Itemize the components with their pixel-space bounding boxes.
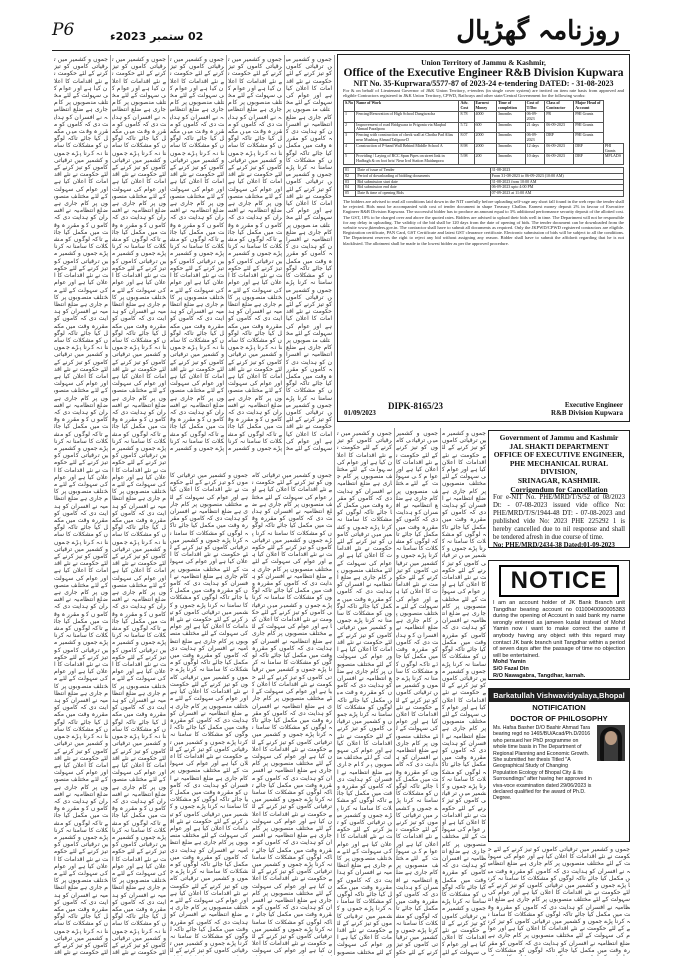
table-cell: 3months xyxy=(496,133,525,144)
notice-body: I am an account holder of JK Bank Branch unit Tangdhar bearing account no 0110040090005383 during the opening of Account in said bank my name wrongly entered as jameen kuslal instead of Mohd Yamin now i want to make correct the same if anybody having any object with this regard may contact JK bank branch unit Tangdhar within a period of seven days after the passage of time no objection will be entertained. xyxy=(493,600,625,659)
candidate-photo xyxy=(597,725,625,761)
column-divider xyxy=(110,55,111,955)
table-cell: 06-09-2023 xyxy=(525,133,545,144)
column-divider xyxy=(394,428,395,958)
tender-schedule-table xyxy=(343,167,624,197)
table-cell: 06-09-2023 xyxy=(545,154,574,165)
table-cell: 06-09-2023 xyxy=(525,112,545,123)
schedule-cell: Bid submission start date xyxy=(356,179,490,185)
schedule-cell: Bid submission end date xyxy=(356,185,490,191)
table-header-cell: S.No xyxy=(344,101,355,112)
column-divider xyxy=(168,55,169,955)
table-header-cell: Cost of T/Doc xyxy=(525,101,545,112)
table-cell: 3 xyxy=(344,133,355,144)
schedule-cell: 31-08-2023 from 10:00 AM xyxy=(490,179,623,185)
table-cell: 8.98 xyxy=(459,143,474,154)
schedule-cell: 02 xyxy=(344,173,356,179)
table-cell: 12 days xyxy=(525,143,545,154)
table-cell: 06-09-2023 xyxy=(545,143,574,154)
article-column: جموں و کشمیر میں ترقیاتی کاموں کو تیز کرنے کے لئے حکومت نے نئے اقدامات کا اعلان کیا ہے اور عوام کی سہولت کے لئے مختلف منصوبوں پر کام جاری ہے ضلع انتظامیہ نے افسران کو ہدایت دی کہ کاموں کو مقررہ وقت میں مکمل کیا جائے تاکہ لوگوں کو مشکلات کا سامنا نہ کرنا پڑے جموں و کشمیر میں ترقیاتی کاموں کو تیز کرنے کے لئے حکومت نے نئے اقدامات کا اعلان کیا ہے اور عوام کی سہولت کے لئے مختلف منصوبوں پر کام جاری ہے ضلع انتظامیہ نے افسران کو ہدایت دی کہ کاموں کو مقررہ وقت میں مکمل کیا جائے تاکہ لوگوں کو مشکلات کا سامنا نہ کرنا پڑے جموں و کشمیر میں ترقیاتی کاموں کو تیز کرنے کے لئے حکومت نے نئے اقدامات کا اعلان کیا ہے اور عوام کی سہولت کے لئے مختلف منصوبوں پر کام جاری ہے ضلع انتظامیہ نے افسران کو ہدایت دی کہ کاموں کو مقررہ وقت میں مکمل کیا جائے تاکہ لوگوں کو مشکلات کا سامنا نہ کرنا پڑے جموں و کشمیر میں ترقیاتی کاموں کو تیز کرنے کے لئے حکومت نے نئے اقدامات کا اعلان کیا ہے اور عوام کی سہولت کے لئے مختلف منصوبوں پر کام جاری ہے ضلع انتظامیہ نے افسران کو ہدایت دی کہ کاموں کو مقررہ وقت میں مکمل کیا جائے تاکہ لوگوں کو مشکلات کا سامنا نہ کرنا پڑے جموں و کشمیر میں ترقیاتی کاموں کو تیز کرنے کے لئے حکومت نے نئے اقدامات کا اعلان کیا ہے اور عوام کی سہولت کے لئے مختلف منصوبوں پر کام جاری ہے ضلع انتظامیہ نے افسران کو ہدایت دی کہ کاموں کو مقررہ وقت میں مکمل کیا جائے تاکہ لوگوں کو مشکلات کا سامنا نہ کرنا پڑے جموں و کشمیر میں ترقیاتی کاموں کو تیز کرنے کے لئے حکومت نے نئے اقدامات کا اعلان کیا ہے اور عوام کی سہولت کے لئے مختلف منصوبوں پر کام جاری ہے ضلع انتظامیہ نے افسران کو ہدایت دی کہ کاموں کو مقررہ وقت میں مکمل کیا جائے تاکہ لوگوں کو مشکلات کا سامنا نہ کرنا پڑے جموں و کشمیر میں ترقیاتی کاموں کو تیز کرنے کے لئے حکومت نے نئے اقدامات کا اعلان کیا ہے اور عوام کی سہولت کے لئے مختلف منصوبوں پر کام جاری ہے ضلع انتظامیہ نے افسران کو ہدایت دی کہ کاموں کو مقررہ وقت میں مکمل کیا جائے تاکہ لوگوں کو مشکلات کا سامنا نہ کرنا پڑے جموں و کشمیر میں ترقیاتی کاموں کو تیز کرنے کے لئ xyxy=(170,472,248,955)
headscarf-shape xyxy=(600,727,622,761)
schedule-cell: Date of issue of Tender xyxy=(356,167,490,173)
corr-division: PHE MECHANICAL RURAL DIVISION, xyxy=(509,458,609,476)
table-row xyxy=(344,133,624,144)
schedule-cell: 03 xyxy=(344,179,356,185)
table-header-cell: Adv. Cost xyxy=(459,101,474,112)
table-cell: Improvement of road Bridgwara to Prigonia via Maqbul Ahmad Pazalpora xyxy=(355,122,459,133)
masthead xyxy=(0,0,680,52)
table-cell: MPLADS xyxy=(603,154,623,165)
schedule-cell: 01 xyxy=(344,167,356,173)
newspaper-title: روزنامہ گھڑیال xyxy=(456,16,620,46)
table-cell: 2000 xyxy=(474,133,496,144)
table-cell: 3months xyxy=(496,154,525,165)
table-cell: DRF xyxy=(545,133,574,144)
table-cell: 3months xyxy=(496,122,525,133)
table-cell: PHI Grants xyxy=(574,112,604,123)
article-column: جموں و کشمیر میں ترقیاتی کاموں کو تیز کرنے کے لئے حکومت نے نئے اقدامات کا اعلان کیا ہے اور عوام کی سہولت کے لئے مختلف منصوبوں پر کام جاری ہے ضلع انتظامیہ نے افسران کو ہدایت دی کہ کاموں کو مقررہ وقت میں مکمل کیا جائے تاکہ لوگوں کو مشکلات کا سامنا نہ کرنا پڑے جموں و کشمیر میں ترقیاتی کاموں کو تیز کرنے کے لئے حکومت نے نئے اقدامات کا اعلان کیا ہے اور عوام کی سہولت کے لئے مختلف منصوبوں پر کام جاری ہے ضلع انتظامیہ نے افسران کو ہدایت دی کہ کاموں کو مقررہ وقت میں مکمل کیا جائے تاکہ لوگوں کو مشکلات کا سامنا نہ کرنا پڑے جموں و کشمیر میں ترقیاتی کاموں کو تیز کرنے کے لئے حکومت نے نئے اقدامات کا اعلان کیا ہے اور عوام کی سہولت کے لئے مختلف منصوبوں پر کام جاری ہے ضلع انتظامیہ نے افسران کو ہدایت دی کہ کاموں کو مقررہ وقت میں مکمل کیا جائے تاکہ لوگوں کو مشکلات کا سامنا نہ کرنا پڑے جموں و کشمیر میں ترقیاتی کاموں کو تیز کرنے کے لئے حکومت نے نئے اقدامات کا اعلان کیا ہے اور عوام کی سہولت کے لئے مختلف منصوبوں پر کام جاری ہے ضلع انتظامیہ نے افسران کو ہدایت دی کہ کاموں کو مقررہ وقت میں مکمل کیا جائے تاکہ لوگوں کو مشکلات کا سامنا نہ کرنا پڑے جموں و کشمیر میں ترقیاتی کاموں کو تیز کرنے کے لئے حکومت نے نئے اقدامات کا اعلان کیا ہے اور عوام کی سہولت کے لئے مختلف منصوبوں پر کام جاری ہے ضلع انتظامیہ نے افسران کو ہدایت دی کہ کاموں کو مقررہ وقت میں مکمل کیا جائے تاکہ لوگوں کو مشکلات کا سامنا نہ کرنا پڑے جموں و کشمیر میں ترقیاتی کاموں کو تیز کرنے کے لئے حکومت نے نئے اقدامات کا اعلان کیا ہے اور عوام کی سہولت کے لئے مختلف منصوبوں پر کام جاری ہے ضلع انتظامیہ نے افسران کو ہدایت دی کہ کاموں کو مقررہ وقت میں مکمل کیا جائے تاکہ لوگوں کو مشکلات کا سامنا نہ کرنا پڑے جموں و کشمیر میں ترقیاتی کاموں کو تیز کرنے کے لئے حکومت نے نئے اقدامات کا اعلان کیا ہے اور عوام کی سہولت کے لئے مختلف منصوبوں پر کام جاری ہے ضلع انتظامیہ نے افسران کو ہدایت دی کہ کاموں کو مقررہ وقت میں مکمل کیا جائے تاکہ لوگوں کو مشکلات کا سامنا نہ کرنا پڑے جموں و کشمیر میں ترقیاتی کاموں کو تیز کرنے کے لئے حکومت نے نئے اقدامات کا اعلان کیا ہے اور عوام کی سہولت کے لئے مختلف منصوبوں پر کام جاری ہے ضلع انتظامیہ نے افسران کو ہدایت دی کہ کاموں کو مقررہ وقت میں مکمل کیا جائے تاکہ لوگوں کو مشکلات کا سامنا نہ کرنا پڑے جموں و کشمیر میں ترقیاتی کاموں کو تیز کرنے کے لئے حکومت نے نئے اقدامات کا اعلان کیا ہے اور عوام کی سہولت کے لئے مختلف منصوبوں پر کام جاری ہے ضلع انتظامیہ نے افسران کو ہدایت دی کہ کاموں کو مقررہ وقت میں مکمل کیا جائے تاکہ لوگوں کو مشکلات کا سامنا نہ کرنا پڑے جموں و کشمیر میں ترقیاتی کاموں کو تیز کرنے کے لئے حکومت نے نئے اقد xyxy=(112,56,166,956)
table-row xyxy=(344,122,624,133)
table-cell: 10 days xyxy=(525,154,545,165)
corr-govt: Government of Jammu and Kashmir xyxy=(499,433,619,442)
table-cell: 8.07 xyxy=(459,133,474,144)
tender-dipk: DIPK-8165/23 xyxy=(388,401,443,411)
corr-title: Corrigendum for Cancellation xyxy=(510,485,608,494)
table-cell: Providing / Laying of RCC Spun Pipes on street link in Hadbagh & on foot bris/ Near Irrd Station Maidanpora xyxy=(355,154,459,165)
notice-name: Mohd Yamin xyxy=(493,659,526,666)
table-header-row xyxy=(344,101,624,112)
issue-date: 02 ستمبر 2023ء xyxy=(110,30,204,43)
table-row xyxy=(344,154,624,165)
table-cell: DRF xyxy=(574,143,604,154)
corrigendum-notice xyxy=(488,430,630,548)
article-column: جموں و کشمیر میں ترقیاتی کاموں کو تیز کرنے کے لئے حکومت نے نئے اقدامات کا اعلان کیا ہے اور عوام کی سہولت کے لئے مختلف منصوبوں پر کام جاری ہے ضلع انتظامیہ نے افسران کو ہدایت دی کہ کاموں کو مقررہ وقت میں مکمل کیا جائے تاکہ لوگوں کو مشکلات کا سامنا نہ کرنا پڑے جموں و کشمیر میں ترقیاتی کاموں کو تیز کرنے کے لئے حکومت نے نئے اقدامات کا اعلان کیا ہے اور عوام کی سہولت کے لئے مختلف منصوبوں پر کام جاری ہے ضلع انتظامیہ نے افسران کو ہدایت دی کہ کاموں کو مقررہ وقت میں مکمل کیا جائے تاکہ لوگوں کو مشکلات کا سامنا نہ کرنا پڑے جموں و کشمیر میں ترقیاتی کاموں کو تیز کرنے کے لئے حکومت نے نئے اقدامات کا اعلان کیا ہے اور عوام کی سہولت کے لئے مختلف منصوبوں پر کام جاری ہے ضلع انتظامیہ نے افسران کو ہدایت دی کہ کاموں کو مقررہ وقت میں مکمل کیا جائے تاکہ لوگوں کو مشکلات کا سامنا نہ کرنا پڑے جموں و کشمیر میں ترقیاتی کاموں کو تیز کرنے کے لئے حکومت نے نئے اقدامات کا اعلان کیا ہے اور عوام کی سہولت کے لئے مختلف منصوبوں پر کام جاری ہے ضلع انتظامیہ نے افسران کو ہدایت دی کہ کاموں کو مقررہ وقت میں مکمل کیا جائے تاکہ لوگوں کو مشکلات کا سامنا نہ کرنا پڑے جموں و کشمیر میں ترقیاتی کاموں کو تیز کرنے کے لئے حکومت نے نئے اقدامات کا اعلان کیا ہے اور عوام کی سہولت کے لئے مختلف منصوبوں پر کام جاری ہے ضلع انتظامیہ نے افسران کو ہدایت دی کہ کاموں کو مقررہ وقت میں مکمل کیا جائے تاکہ لوگوں کو مشکلات کا سامنا نہ کرنا پڑے جموں و کشمیر میں ترقیاتی کاموں کو تیز کرنے کے لئے حکومت نے نئے اقدامات کا اعلان کیا ہے اور عوام کی سہولت کے لئے مختلف منصوبو xyxy=(337,430,392,956)
table-cell: Fencing/Renovation of High School Dangiwacha xyxy=(355,112,459,123)
article-column: جموں و کشمیر میں ترقیاتی کاموں کو تیز کرنے کے لئے حکومت نے نئے اقدامات کا اعلان کیا ہے اور عوام کی سہولت کے لئے مختلف منصوبوں پر کام جاری ہے ضلع انتظامیہ نے افسران کو ہدایت دی کہ کاموں کو مقررہ وقت میں مکمل کیا جائے تاکہ لوگوں کو مشکلات کا سامنا نہ کرنا پڑے جموں و کشمیر میں ترقیاتی کاموں کو تیز کرنے کے لئے حکومت نے نئے اقدامات کا اعلان کیا ہے اور عوام کی سہولت کے لئے مختلف منصوبوں پر کام جاری ہے ضلع انتظامیہ نے افسران کو ہدایت دی کہ کاموں کو مقررہ وقت میں مکمل کیا جائے تاکہ لوگوں کو مشکلات کا سامنا نہ کرنا پڑے جموں و کشمیر میں ترقیاتی کاموں کو تیز کرنے کے لئے حکومت نے نئے اقدامات کا اعلان کیا ہے اور عوام کی سہولت کے لئے مختلف منصوبوں پر کام جاری ہے ضلع انتظامیہ نے افسران کو ہدایت دی کہ کاموں کو مقررہ وقت میں مکمل کیا جائے تاکہ لوگوں کو مشکلات کا سامنا نہ کرنا پڑے جموں و کشمیر میں ترقیاتی کاموں کو تیز کرنے کے لئے حکومت نے نئے اقدامات کا اعلان کیا ہے اور عوام کی سہولت کے لئے مختلف منصوبوں پر کام جاری ہے ضلع انتظامیہ نے افسران کو ہدایت دی کہ کاموں کو مقررہ وقت میں مکمل کیا جائے تاکہ لوگوں کو مشکلات کا سامنا نہ کرنا پڑے جموں و کشمیر م xyxy=(228,56,282,452)
table-cell: 5.98 xyxy=(459,154,474,165)
table-row xyxy=(344,112,624,123)
schedule-cell: 07-09-2023 at 11:00 AM xyxy=(490,191,623,197)
article-column: جموں و کشمیر میں ترقیاتی کاموں کو تیز کرنے کے لئے حکومت نے نئے اقدامات کا اعلان کیا ہے اور عوام کی سہولت کے لئے مختلف منصوبوں پر کام جاری ہے ضلع انتظامیہ نے افسران کو ہدایت دی کہ کاموں کو مقررہ وقت میں مکمل کیا جائے تاکہ لوگوں کو مشکلات کا سامنا نہ کرنا پڑے جموں و کشمیر میں ترقیاتی کاموں کو تیز کرنے کے لئے حکومت نے نئے اقدامات کا اعلان کیا ہے اور عوام کی سہولت کے لئے مختلف منصوبوں پر کام جاری ہے ضلع انتظامیہ نے افسران کو ہدایت دی کہ کاموں کو مقررہ وقت میں مکمل کیا جائے تاکہ لوگوں کو مشکلات کا سامنا نہ کرنا پڑے جموں و کشمیر میں ترقیاتی کاموں کو تیز کرنے کے لئے حکومت نے نئے اقدامات کا اعلان کیا ہے اور عوام کی سہولت کے لئے مختلف منصوبوں پر کام جاری ہے ضلع انتظامیہ نے افسران کو ہدایت دی کہ کاموں کو مقررہ وقت میں مکمل کیا جائے تاکہ لوگوں کو مشکلات کا سامنا نہ کرنا پڑے جموں و کشمیر میں ترقیاتی کاموں کو تیز کرنے کے لئے حکومت نے نئے اقدامات کا اعلان کیا ہے اور عوام کی سہولت کے لئے مخ xyxy=(286,56,332,452)
tender-notice xyxy=(337,54,630,422)
phd-title: DOCTOR OF PHILOSOPHY xyxy=(510,713,608,723)
article-column: جموں و کشمیر میں ترقیاتی کاموں کو تیز کرنے کے لئے حکومت نے نئے اقدامات کا اعلان کیا ہے اور عوام کی سہولت کے لئے مختلف منصوبوں پر کام جاری ہے ضلع انتظامیہ نے افسران کو ہدایت دی کہ کاموں کو مقررہ وقت میں مکمل کیا جائے تاکہ لوگوں کو مشکلات کا سامنا نہ کرنا پڑے جموں و کشمیر میں ترقیاتی کاموں کو تیز کرنے کے لئے حکومت نے نئے اقدامات کا اعلان کیا ہے اور عوام کی سہولت کے لئے مختلف منصوبوں پر کام جاری ہے ضلع انتظامیہ نے افسران کو ہدایت دی کہ کاموں کو مقررہ وقت میں مکمل کیا جائے تاکہ لوگوں کو مشکلات کا سامنا نہ کرنا پڑے جموں و کشمیر میں ترقیاتی کاموں کو تیز کرنے کے لئے حکومت نے نئے اقدامات کا اعلان کیا ہے اور عوام کی سہولت کے لئے مختلف منصوبوں پر کام جاری ہے ضلع انتظامیہ نے افسران کو ہدایت دی کہ کاموں کو مقررہ وقت میں مکمل کیا جائے تاکہ لوگوں کو مشکلات کا سامنا نہ کرنا پڑے جموں و کشمیر میں ترقیاتی کاموں کو تیز کرنے کے لئے حکومت نے نئے اقدامات کا اعلان کیا ہے اور عوام کی سہولت کے لئے مختلف منصوبوں پر کام جاری ہے ضلع انتظامیہ نے افسران کو ہدایت دی کہ کاموں کو مقررہ وقت میں مکمل کیا جائے تاکہ لوگوں کو مشکلات کا سامنا نہ کرنا پڑے جموں و کشمیر میں ترقیاتی کاموں کو تیز کرنے کے لئے حکو xyxy=(396,430,438,956)
notice-title: NOTICE xyxy=(499,565,619,597)
table-header-cell: Time of completion xyxy=(496,101,525,112)
table-cell: 3months xyxy=(496,143,525,154)
tender-works-table xyxy=(343,100,624,165)
table-cell: 1 xyxy=(344,112,355,123)
table-cell: 21 days xyxy=(525,122,545,133)
article-column: جموں و کشمیر میں ترقیاتی کاموں کو تیز کرنے کے لئے حکومت نے نئے اقدامات کا اعلان کیا ہے اور عوام کی سہولت کے لئے مختلف منصوبوں پر کام جاری ہے ضلع انتظامیہ نے افسران کو ہدایت دی کہ کاموں کو مقررہ وقت میں مکمل کیا جائے تاکہ لوگوں کو مشکلات کا سامنا نہ کرنا پڑے جموں و کشمیر میں ترقیاتی کاموں کو تیز کرنے کے لئے حکومت نے نئے اقدامات کا اعلان کیا ہے اور عوام کی سہولت کے لئے مختلف منصوبوں پر کام جاری ہے ضلع انتظامیہ نے افسران کو ہدایت دی کہ کاموں کو مقررہ وقت میں مکمل کیا جائے تاکہ لوگوں کو مشکلات کا سامنا نہ کرنا پڑے جموں و کشمیر میں ترقیاتی کاموں کو تیز کرنے کے لئے حکومت نے نئے اقدامات کا اعلان کیا ہے اور عوام کی سہولت کے لئے مختلف منصوبوں پر کام جاری ہے ضلع انتظامیہ نے افسران کو ہدایت دی کہ کاموں کو مقررہ وقت میں مکمل کیا جائے تاکہ لوگوں کو مشکلات کا xyxy=(488,846,630,954)
article-column: جموں و کشمیر میں ترقیاتی کاموں کو تیز کرنے کے لئے حکومت نے نئے اقدامات کا اعلان کیا ہے اور عوام کی سہولت کے لئے مختلف منصوبوں پر کام جاری ہے ضلع انتظامیہ نے افسران کو ہدایت دی کہ کاموں کو مقررہ وقت میں مکمل کیا جائے تاکہ لوگوں کو مشکلات کا سامنا نہ کرنا پڑے جموں و کشمیر میں ترقیاتی کاموں کو تیز کرنے کے لئے حکومت نے نئے اقدامات کا اعلان کیا ہے اور عوام کی سہولت کے لئے مختلف منصوبوں پر کام جاری ہے ضلع انتظامیہ نے افسران کو ہدایت دی کہ کاموں کو مقررہ وقت میں مکمل کیا جائے تاکہ لوگوں کو مشکلات کا سامنا نہ کرنا پڑے جموں و کشمیر میں ترقیاتی کاموں کو تیز کرنے کے لئے حکومت نے نئے اقدامات کا اعلان کیا ہے اور عوام کی سہولت کے لئے مختلف منصوبوں پر کام جاری ہے ضلع انتظامیہ نے افسران کو ہدایت دی کہ کاموں کو مقررہ وقت میں مکمل کیا جائے تاکہ لوگوں کو مشکلات کا سامنا نہ کرنا پڑے جموں و کشمیر میں ترقیاتی کاموں کو تیز کرنے کے لئے حکومت نے نئے اقدامات کا اعلان کیا ہے اور عوام کی سہولت کے لئے مختلف منصوبوں پر کام جاری ہے ضلع انتظامیہ نے افسران کو ہدایت دی کہ کاموں کو مقررہ وقت میں مکمل کیا جائے تاکہ لوگوں کو مشکلات کا سامنا نہ کرنا پڑے جموں و کشمیر م xyxy=(170,56,224,452)
table-cell: 200 xyxy=(474,154,496,165)
table-cell: PHI Grants xyxy=(603,143,623,154)
table-cell: 600 xyxy=(474,122,496,133)
university-banner: Barkatullah Vishwavidyalaya,Bhopal xyxy=(489,689,629,702)
table-cell: Fencing with construction of check wall at Chotha Pad Alias near Mushtaq Ahmad Talipora-D xyxy=(355,133,459,144)
schedule-row xyxy=(344,191,624,197)
corr-body: For e-NIT No. PHE/MRD/T/S/52 of 08/2023 Dt: - 07-08-2023 issued vide office No: PHE/MRD/T/S/1944-48 DT: - 07-08-2023 and published vide No: 2023 PHE 225292 1 is hereby cancelled due to nil response and shall be tendered afresh in due course of time. xyxy=(493,494,625,541)
table-cell: 3months xyxy=(496,112,525,123)
notification-title: NOTIFICATION xyxy=(532,703,586,712)
corr-office: OFFICE OF EXECUTIVE ENGINEER, xyxy=(493,450,625,459)
corr-place: SRINAGAR, KASHMIR. xyxy=(517,475,601,485)
corr-number: No: PHE/MRD/2434-38 Dated:01-09-2023 xyxy=(493,542,615,548)
schedule-cell: Period of downloading of bidding documents xyxy=(356,173,490,179)
schedule-cell: 06-09-2023 upto 4:00 PM xyxy=(490,185,623,191)
table-header-cell: Name of Work xyxy=(355,101,459,112)
schedule-cell: 05 xyxy=(344,191,356,197)
table-cell: 5 xyxy=(344,154,355,165)
table-cell: 06-09-2023 xyxy=(545,122,574,133)
tender-body: The bidders are advised to read all conditions laid down in the NIT carefully before uploading self-cage any short fall found in the web repo the tender shall be rejected. Bids must be accompanied with cost of tender document in shape Treasury Challan. Earnest money deposit 2% in favour of Executive Engineer R&B Division Kupwara. The successful bidder has to produce an amount equal to 3% additional performance security deposit of the allotted cost. The GST, 18% to be charged over and above the quoted rates. Bidders are advised to upload their bids well in time. The Department will not be responsible for any delay in uploading. The validity of the bid shall be 120 days from the date of opening of bids. The tender document can be downloaded from the website www.jktenders.gov.in. The contractor shall have to submit all documents as required. Only the JKPWD/CPWD registered contractors are eligible. Registration certificate, PAN Card, GST Certificate and latest GST clearance certificate. Electronic submission of bids will be subject to all the conditions. The Department reserves the right to reject any bid without assigning any reason. Bidder shall have to submit the affidavit regarding that he is not blacklisted. The allotment shall be made to the lowest bidder as per the approved procedure. xyxy=(343,198,624,246)
table-cell: 8.78 xyxy=(459,112,474,123)
schedule-cell: Date & time of opening Bids xyxy=(356,191,490,197)
page-number: P6 xyxy=(52,20,75,40)
table-cell: DRF xyxy=(574,154,604,165)
tender-nit: NIT No. 35-Kuprwara/5577-87 of 2023-24 e-tendering DATED: - 31-08-2023 xyxy=(353,79,614,88)
tender-signature: Executive Engineer R&B Division Kupwara xyxy=(551,401,623,417)
table-header-cell: Earnest Money xyxy=(474,101,496,112)
table-cell: 4 xyxy=(344,143,355,154)
table-cell: 2000 xyxy=(474,143,496,154)
table-header-cell: Major Head of Account xyxy=(574,101,604,112)
public-notice xyxy=(488,560,630,680)
corr-dept: JAL SHAKTI DEPARTMENT xyxy=(509,441,609,451)
table-cell: 5.72 xyxy=(459,122,474,133)
article-column: جموں و کشمیر میں ترقیاتی کاموں کو تیز کرنے کے لئے حکومت نے نئے اقدامات کا اعلان کیا ہے اور عوام کی سہولت کے لئے مختلف منصوبوں پر کام جاری ہے ضلع انتظامیہ نے افسران کو ہدایت دی کہ کاموں کو مقررہ وقت میں مکمل کیا جائے تاکہ لوگوں کو مشکلات کا سامنا نہ کرنا پڑے جموں و کشمیر میں ترقیاتی کاموں کو تیز کرنے کے لئے حکومت نے نئے اقدامات کا اعلان کیا ہے اور عوام کی سہولت کے لئے مختلف منصوبوں پر کام جاری ہے ضلع انتظامیہ نے افسران کو ہدایت دی کہ کاموں کو مقررہ وقت میں مکمل کیا جائے تاکہ لوگوں کو مشکلات کا سامنا نہ کرنا پڑے جموں و کشمیر میں ترقیاتی کاموں کو تیز کرنے کے لئے حکومت نے نئے اقدامات کا اعلان کیا ہے اور عوام کی سہولت کے لئے مختلف منصوبوں پر کام جاری ہے ضلع انتظامیہ نے افسران کو ہدایت دی کہ کاموں کو مقررہ وقت میں مکمل کیا جائے تاکہ لوگوں کو مشکلات کا سامنا نہ کرنا پڑے جموں و کشمیر میں ترقیاتی کاموں کو تیز کرنے کے لئے حکومت نے نئے اقدامات کا اعلان کیا ہے اور عوام کی سہولت کے لئے مختلف منصوبوں پر کام جاری ہے ضلع انتظامیہ نے افسران کو ہدایت دی کہ کاموں کو مقررہ وقت میں مکمل کیا جائے تاکہ لوگوں کو مشکلات کا سامنا نہ کرنا پڑے جموں و کشمیر میں ترقیاتی کاموں کو تیز کرنے کے لئے حکومت نے نئے اقدامات کا اعلان کیا ہے اور عوام کی سہولت کے لئے مختلف منصوبوں پر کام جاری ہے ضلع انتظامیہ نے افسران کو ہدایت دی کہ کاموں کو مقررہ وقت میں مکمل کیا جائے تاکہ لوگوں کو مشکلات کا سامنا نہ کرنا پڑے جموں و کشمیر میں ترقیاتی کاموں کو تیز کرنے کے لئے حکومت نے نئے اقدامات کا اعلان کیا ہے اور عوام کی سہولت کے لئے مختلف منصوبوں پر کام جاری ہے ضلع انتظامیہ نے افسران کو ہدایت دی کہ کاموں کو مقررہ وقت میں مکمل کیا جائے تاکہ لوگوں کو مشکلات کا سامنا نہ کرنا پڑے جموں و کشمیر میں ترقیاتی کاموں کو تیز کرنے کے لئے حکومت نے نئے اقدامات کا اعلان کیا ہے اور عوام کی سہولت کے لئے مختلف منصوبوں پر کام جاری ہے ضلع انتظامیہ نے افسران کو ہدایت دی کہ کاموں کو مقررہ وقت میں مکمل کیا جائے تاکہ لوگوں کو مشکلات کا سامنا نہ کرنا پڑے جموں و کشمیر میں ترقیاتی کاموں کو تیز کرنے کے لئے حکومت نے نئے اقدامات کا اعلان کیا ہے اور عوام کی سہولت کے لئے مختلف منصوبوں پر کام جاری ہے ضلع انتظامیہ نے افسران کو ہدایت دی کہ کاموں کو مقررہ وقت میں مکمل کیا جائے تاکہ لوگوں کو مشکلات کا سامنا نہ کرنا پڑے جموں و کشمیر میں ترقیاتی کاموں کو تیز کرنے کے لئے حکومت نے نئے اقدامات کا اعلان کیا ہے اور عوام کی سہولت کے لئے مختلف منصوبوں پر کام جاری ہے ضلع انتظامیہ نے افسران کو ہدایت دی کہ کاموں کو مقررہ وقت میں مکمل کیا جائے تاکہ لوگوں کو مشکلات کا سامنا نہ کرنا پڑے جموں و کشمیر میں ترقیاتی کاموں کو تیز کرنے کے لئے حکومت نے نئے اقد xyxy=(54,56,108,956)
schedule-cell: 31-08-2023 xyxy=(490,167,623,173)
tender-office: Office of the Executive Engineer R&B Division Kupwara xyxy=(343,67,624,79)
column-divider xyxy=(226,55,227,455)
table-cell: 4000 xyxy=(474,112,496,123)
notification-body: Ms. Hafsa Basher D/O Bashir Ahmad Tara bearing regd no 1465/BU/Acad/Ph.D/2016 who persued her PhD programme on whole time basis in The Department of Regional Planning and Economic Growth. She submitted her thesis Titled "A Geographical Study of Changing Population Ecology of Bhopal City & its Surroundings" after having her approved in viva-voce examination dated 29/06/2023 is declared qualified for the award of Ph.D. Degree. xyxy=(493,725,592,802)
tender-date: 01/09/2023 xyxy=(344,409,376,417)
table-cell: PHI Grants xyxy=(574,133,604,144)
column-divider xyxy=(334,55,335,955)
schedule-cell: From 31-08-2023 to 06-09-2023 (10:00 AM) xyxy=(490,173,623,179)
column-divider xyxy=(440,428,441,958)
table-cell: PR xyxy=(545,112,574,123)
column-divider xyxy=(284,55,285,455)
table-header-cell: Class of Contractor xyxy=(545,101,574,112)
tender-intro: For & on behalf of Lieutenant Governor of J&K Union Territory, e-tenders (in single cover system) are invited on item rate basis from approved and eligible Contractors registered in J&K Union Territory, CPWD, Railways and other state/Central Government for the following works: xyxy=(343,88,624,99)
table-row xyxy=(344,143,624,154)
tender-ut: Union Territory of Jammu & Kashmir, xyxy=(421,58,546,67)
table-cell: 2 xyxy=(344,122,355,133)
table-cell: PHI Grants xyxy=(574,122,604,133)
article-column: جموں و کشمیر میں ترقیاتی کاموں کو تیز کرنے کے لئے حکومت نے نئے اقدامات کا اعلان کیا ہے اور عوام کی سہولت کے لئے مختلف منصوبوں پر کام جاری ہے ضلع انتظامیہ نے افسران کو ہدایت دی کہ کاموں کو مقررہ وقت میں مکمل کیا جائے تاکہ لوگوں کو مشکلات کا سامنا نہ کرنا پڑے جموں و کشمیر میں ترقیاتی کاموں کو تیز کرنے کے لئے حکومت نے نئے اقدامات کا اعلان کیا ہے اور عوام کی سہولت کے لئے مختلف منصوبوں پر کام جاری ہے ضلع انتظامیہ نے افسران کو ہدایت دی کہ کاموں کو مقررہ وقت میں مکمل کیا جائے تاکہ لوگوں کو مشکلات کا سامنا نہ کرنا پڑے جموں و کشمیر میں ترقیاتی کاموں کو تیز کرنے کے لئے حکومت نے نئے اقدامات کا اعلان کیا ہے اور عوام کی سہولت کے لئے مختلف منصوبوں پر کام جاری ہے ضلع انتظامیہ نے افسران کو ہدایت دی کہ کاموں کو مقررہ وقت میں مکمل کیا جائے تاکہ لوگوں کو مشکلات کا سامنا نہ کرنا پڑے جموں و کشمیر میں ترقیاتی کاموں کو تیز کرنے کے لئے حکومت نے نئے اقدامات کا اعلان کیا ہے اور عوام کی سہولت کے لئے مختلف منصوبوں پر کام جاری ہے ضلع انتظامیہ نے افسران کو ہدایت دی کہ کاموں کو مقررہ وقت میں مکمل کیا جائے تاکہ لوگوں کو مشکلات کا سامنا نہ کرنا پڑے جموں و کشمیر میں ترقیاتی کاموں کو تیز کرنے کے لئے حکومت نے نئے اقدامات کا اعلان کیا ہے اور عوام کی سہولت کے لئے xyxy=(442,430,486,956)
table-cell: Construction of P-band Wall Behind Middle School A xyxy=(355,143,459,154)
university-notification xyxy=(488,688,630,842)
schedule-cell: 04 xyxy=(344,185,356,191)
notice-parent: S/O Fazal Din xyxy=(493,665,529,672)
notice-address: R/O Nawagabra, Tangdhar, karnah. xyxy=(493,672,586,679)
masthead-rule xyxy=(52,50,630,51)
article-column: جموں و کشمیر میں ترقیاتی کاموں کو تیز کرنے کے لئے حکومت نے نئے اقدامات کا اعلان کیا ہے اور عوام کی سہولت کے لئے مختلف منصوبوں پر کام جاری ہے ضلع انتظامیہ نے افسران کو ہدایت دی کہ کاموں کو مقررہ وقت میں مکمل کیا جائے تاکہ لوگوں کو مشکلات کا سامنا نہ کرنا پڑے جموں و کشمیر میں ترقیاتی کاموں کو تیز کرنے کے لئے حکومت نے نئے اقدامات کا اعلان کیا ہے اور عوام کی سہولت کے لئے مختلف منصوبوں پر کام جاری ہے ضلع انتظامیہ نے افسران کو ہدایت دی کہ کاموں کو مقررہ وقت میں مکمل کیا جائے تاکہ لوگوں کو مشکلات کا سامنا نہ کرنا پڑے جموں و کشمیر میں ترقیاتی کاموں کو تیز کرنے کے لئے حکومت نے نئے اقدامات کا اعلان کیا ہے اور عوام کی سہولت کے لئے مختلف منصوبوں پر کام جاری ہے ضلع انتظامیہ نے افسران کو ہدایت دی کہ کاموں کو مقررہ وقت میں مکمل کیا جائے تاکہ لوگوں کو مشکلات کا سامنا نہ کرنا پڑے جموں و کشمیر میں ترقیاتی کاموں کو تیز کرنے کے لئے حکومت نے نئے اقدامات کا اعلان کیا ہے اور عوام کی سہولت کے لئے مختلف منصوبوں پر کام جاری ہے ضلع انتظامیہ نے افسران کو ہدایت دی کہ کاموں کو مقررہ وقت میں مکمل کیا جائے تاکہ لوگوں کو مشکلات کا سامنا نہ کرنا پڑے جموں و کشمیر میں ترقیاتی کاموں کو تیز کرنے کے لئے حکومت نے نئے اقدامات کا اعلان کیا ہے اور عوام کی سہولت کے لئے مختلف منصوبوں پر کام جاری ہے ضلع انتظامیہ نے افسران کو ہدایت دی کہ کاموں کو مقررہ وقت میں مکمل کیا جائے تاکہ لوگوں کو مشکلات کا سامنا نہ کرنا پڑے جموں و کشمیر میں ترقیاتی کاموں کو تیز کرنے کے لئے حکومت نے نئے اقدامات کا اعلان کیا ہے اور عوام کی سہولت کے لئے مختلف منصوبوں پر کام جاری ہے ضلع انتظامیہ نے افسران کو ہدایت دی کہ کاموں کو مقررہ وقت میں مکمل کیا جائے تاکہ لوگوں کو مشکلات کا سامنا نہ کرنا پڑے جموں و کشمیر میں ترقیاتی کاموں کو تیز کرنے کے لئے حکومت نے نئے اقدامات کا اعلان کیا ہے اور عوام کی سہولت کے لئے مختلف منصوبوں پر کام جاری ہے ضلع انتظامیہ نے افسران کو ہدایت دی کہ کاموں کو مقررہ وقت میں مکمل کیا جائے تاکہ لوگوں کو مشکلات کا سامنا نہ کرنا پڑے جموں و کشمیر میں ترقیاتی کاموں کو تیز کرنے کے لئے حکومت نے نئے اقدامات کا اعلان کیا ہے اور عوام کی سہولت xyxy=(252,472,332,955)
